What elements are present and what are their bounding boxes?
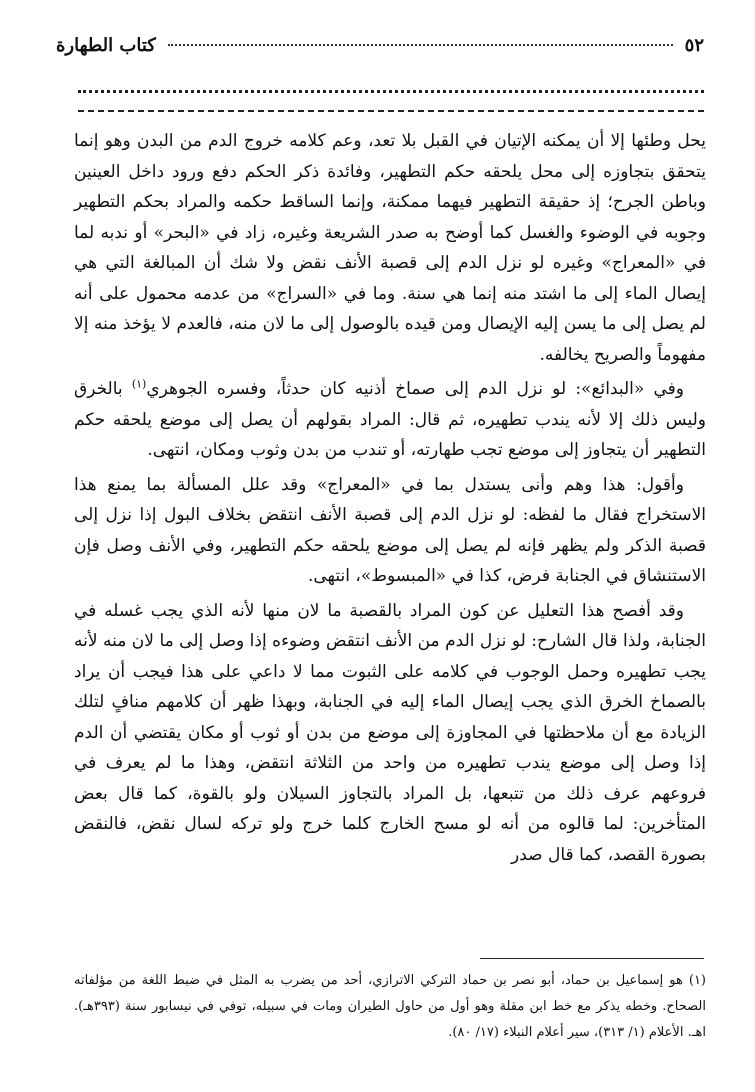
footnote-divider: [480, 958, 704, 959]
footnote-reference[interactable]: (١): [131, 377, 147, 391]
paragraph: [74, 374, 706, 466]
paragraph-text: وفي «البدائع»: لو نزل الدم إلى صماخ أذنيه كان حدثاً، وفسره الجوهري: [146, 379, 684, 399]
paragraph: وأقول: هذا وهم وأنى يستدل بما في «المعراج» وقد علل المسألة بما يمنع هذا الاستخراج فقال ما لفظه: لو نزل الدم إلى قصبة الأنف انتقض بخلاف البول إذا نزل إلى قصبة الذكر ولم يظهر فإنه لم يصل إلى موضع يلحقه حكم التطهير، وفي الأنف وصل فإن الاستنشاق في الجنابة فرض، كذا في «المبسوط»، انتهى.: [74, 474, 706, 586]
paragraph: يحل وطئها إلا أن يمكنه الإتيان في القبل بلا تعد، وعم كلامه خروج الدم من البدن وهو إنما يتحقق بتجاوزه إلى محل يلحقه حكم التطهير، وفائدة ذكر الحكم دفع ورود داخل العينين وباطن الجرح؛ إذ حقيقة التطهير فيهما ممكنة، وإنما الساقط حكمه والمراد بحكم التطهير وجوبه في الوضوء والغسل كما أوضح به صدر الشريعة وغيره، زاد في «البحر» أو ندبه لما في «المعراج» وغيره لو نزل الدم إلى قصبة الأنف نقض ولا شك أن المبالغة التي هي إيصال الماء إلى ما اشتد منه إنما هي سنة. وما في «السراج» من عدمه محمول على أنه لم يصل إلى ما يسن إليه الإيصال ومن قيده بالوصول إلى ما لان منه، فالعدم لا يؤخذ منه إلا مفهوماً والصريح يخالفه.: [74, 131, 706, 365]
paragraph-text: بالخرق وليس ذلك إلا لأنه يندب تطهيره، ثم قال: المراد بقولهم أن يصل إلى موضع يلحقه حكم التطهير أن يتجاوز إلى موضع تجب طهارته، أو تندب من بدن وثوب ومكان، انتهى.: [74, 379, 706, 460]
header-dotted-leader: [168, 44, 673, 46]
page-header: [56, 30, 704, 60]
section-title: كتاب الطهارة: [56, 34, 156, 56]
page-number: ٥٢: [684, 34, 704, 56]
dotted-separator: [78, 90, 704, 93]
footnote-item: (١) هو إسماعيل بن حماد، أبو نصر بن حماد التركي الاترازي، أحد من يضرب به المثل في ضبط اللغة من مؤلفاته الصحاح. وخطه يذكر مع خط ابن مقلة وهو أول من حاول الطيران ومات في سبيله، توفي في نيسابور سنة (٣٩٣هـ). اهـ. الأعلام (١/ ٣١٣)، سير أعلام النبلاء (١٧/ ٨٠).: [74, 973, 706, 1040]
dashed-separator: [78, 110, 704, 112]
main-text: [74, 126, 706, 874]
footnotes: [74, 968, 706, 1046]
paragraph: وقد أفصح هذا التعليل عن كون المراد بالقصبة ما لان منها لأنه الذي يجب غسله في الجنابة، ولذا قال الشارح: لو نزل الدم من الأنف انتقض وضوءه إذا وصل إلى ما لان منه لأنه يجب تطهيره وحمل الوجوب في كلامه على الثبوت مما لا داعي على هذا فيجب أن يراد بالصماخ الخرق الذي يجب إيصال الماء إليه في الجنابة، وبهذا ظهر أن كلامهم منافٍ لتلك الزيادة مع أن ملاحظتها في المجاوزة إلى موضع من بدن أو ثوب أو مكان يقتضي أن الدم إذا وصل إلى موضع يندب تطهيره من واحد من الثلاثة انتقض، وهذا ما لم يعرف في فروعهم عرف ذلك من تتبعها، بل المراد بالتجاوز السيلان ولو بالقوة، كما قال بعض المتأخرين: لما قالوه من أنه لو مسح الخارج كلما خرج ولو تركه لسال نقض، فالنقض بصورة القصد، كما قال صدر: [74, 600, 706, 865]
